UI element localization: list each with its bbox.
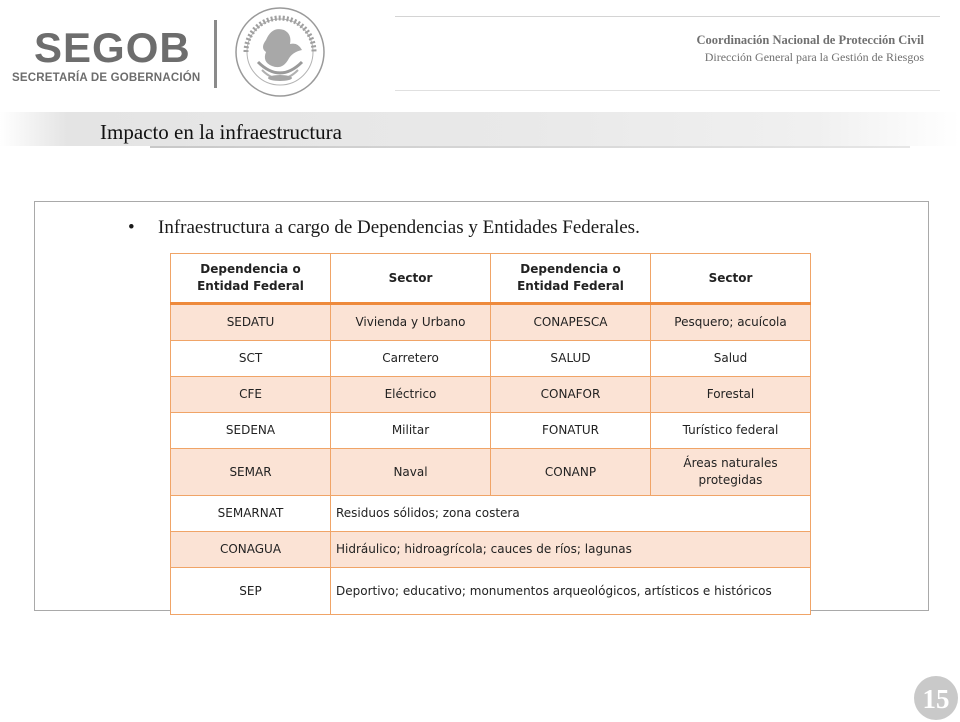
bullet-text: Infraestructura a cargo de Dependencias y Entidades Federales. (158, 217, 640, 238)
table-cell: SEMAR (171, 449, 331, 496)
table-row (171, 341, 811, 377)
header-rule-top (395, 16, 940, 17)
table-row (171, 449, 811, 496)
header-dependency-1: Dependencia o Entidad Federal (171, 254, 331, 304)
table-header-row (171, 254, 811, 304)
table-cell: CONAFOR (491, 377, 651, 413)
table-cell: SEP (171, 568, 331, 615)
table-cell: Forestal (651, 377, 811, 413)
header-rule-bottom (395, 90, 940, 91)
table-cell: CFE (171, 377, 331, 413)
bullet-dot-icon: • (128, 217, 135, 238)
table-cell: FONATUR (491, 413, 651, 449)
header-sector-1: Sector (331, 254, 491, 304)
logo-word: SEGOB (34, 24, 191, 71)
table-cell: SEMARNAT (171, 496, 331, 532)
table-cell: Hidráulico; hidroagrícola; cauces de ríos; lagunas (331, 532, 811, 568)
slide-title: Impacto en la infraestructura (100, 120, 342, 144)
title-underline (150, 146, 910, 148)
table-row (171, 413, 811, 449)
table-row (171, 496, 811, 532)
header-dependency-2: Dependencia o Entidad Federal (491, 254, 651, 304)
table-row (171, 377, 811, 413)
table-row (171, 568, 811, 615)
table-cell: CONAPESCA (491, 304, 651, 341)
org-name: Coordinación Nacional de Protección Civil (696, 33, 924, 47)
table-cell: SCT (171, 341, 331, 377)
table-cell: Eléctrico (331, 377, 491, 413)
table-cell: Turístico federal (651, 413, 811, 449)
table-cell: Carretero (331, 341, 491, 377)
bullet-item (128, 217, 640, 239)
dependencies-table (170, 253, 811, 615)
mexico-coat-of-arms-icon (232, 4, 328, 100)
table-cell: CONAGUA (171, 532, 331, 568)
table-cell: CONANP (491, 449, 651, 496)
segob-logo (8, 18, 204, 98)
logo-subtitle: SECRETARÍA DE GOBERNACIÓN (12, 72, 201, 84)
table-cell: Naval (331, 449, 491, 496)
logo-divider (214, 20, 217, 88)
table-cell: SALUD (491, 341, 651, 377)
table-cell: Áreas naturales protegidas (651, 449, 811, 496)
table-cell: SEDATU (171, 304, 331, 341)
table-cell: Militar (331, 413, 491, 449)
table-cell: SEDENA (171, 413, 331, 449)
header-sector-2: Sector (651, 254, 811, 304)
table-cell: Salud (651, 341, 811, 377)
table-cell: Pesquero; acuícola (651, 304, 811, 341)
table-row (171, 532, 811, 568)
org-direction: Dirección General para la Gestión de Riesgos (704, 50, 924, 64)
table-cell: Deportivo; educativo; monumentos arqueológicos, artísticos e históricos (331, 568, 811, 615)
table-row (171, 304, 811, 341)
page-number-badge: 15 (914, 676, 958, 720)
table-cell: Vivienda y Urbano (331, 304, 491, 341)
table-cell: Residuos sólidos; zona costera (331, 496, 811, 532)
